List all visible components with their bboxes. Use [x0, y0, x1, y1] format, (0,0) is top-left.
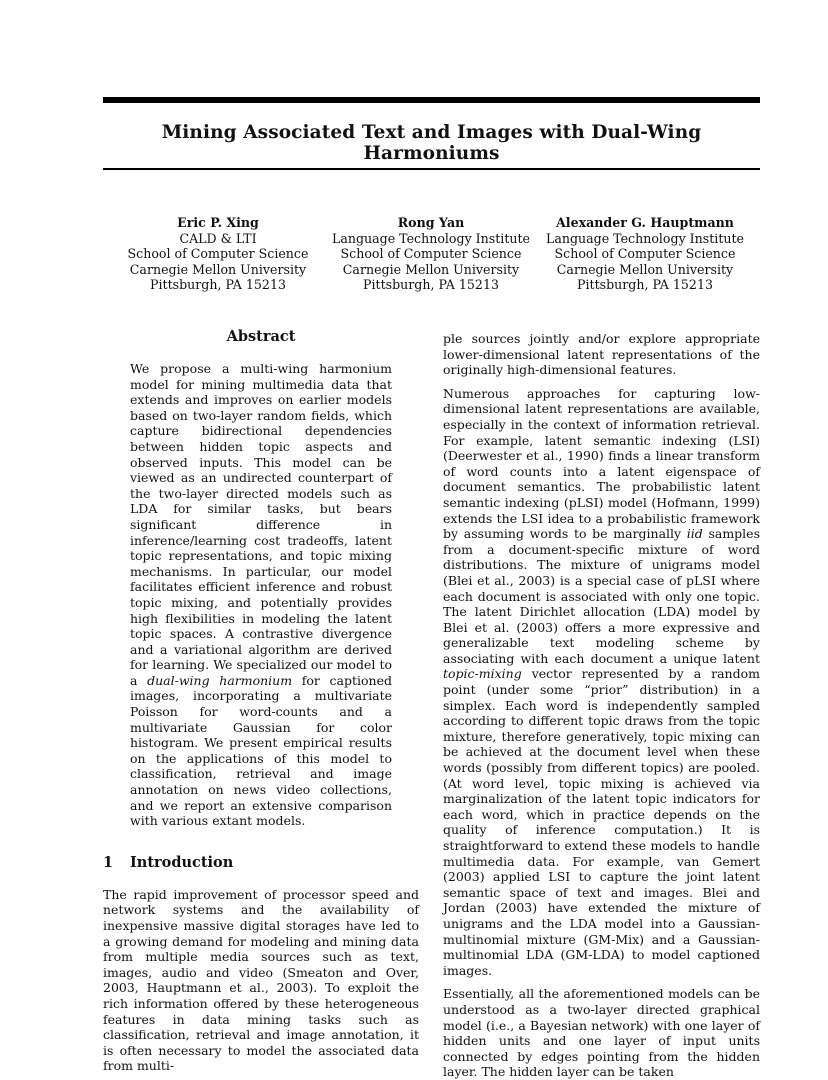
author-affiliation: CALD & LTI: [179, 230, 257, 246]
author-affiliation: Language Technology Institute: [545, 230, 745, 246]
author-name: Eric P. Xing: [177, 215, 259, 230]
author-affiliation: Carnegie Mellon University: [129, 261, 307, 277]
section-title: Introduction: [130, 853, 234, 871]
section-number: 1: [103, 853, 114, 871]
emphasis-iid: iid: [686, 526, 703, 542]
emphasis-topic-mixing: topic-mixing: [443, 666, 522, 682]
author-block-3: [544, 215, 746, 293]
abstract-heading: Abstract: [226, 328, 296, 345]
author-block-2: [330, 215, 532, 293]
author-affiliation: Language Technology Institute: [331, 230, 531, 246]
author-affiliation: School of Computer Science: [554, 246, 736, 262]
author-address: Pittsburgh, PA 15213: [363, 277, 499, 293]
title-bottom-rule: [103, 168, 760, 170]
section-heading-introduction: [103, 854, 419, 871]
emphasis-dual-wing-harmonium: dual-wing harmonium: [147, 672, 293, 688]
intro-paragraph-3: Essentially, all the aforementioned models can be understood as a two-layer directed graphical model (i.e., a Bayesian network) with one layer of hidden units and one layer of input units connected by edges pointing from the hidden layer. The hidden layer can be taken: [443, 986, 760, 1080]
author-affiliation: School of Computer Science: [127, 246, 309, 262]
paper-title: Mining Associated Text and Images with Dual-Wing Harmoniums: [161, 122, 702, 164]
intro-paragraph-1-continued: ple sources jointly and/or explore appropriate lower-dimensional latent representations of the originally high-dimensional features.: [443, 331, 760, 378]
top-rule: [103, 97, 760, 103]
author-affiliation: Carnegie Mellon University: [342, 261, 520, 277]
intro-paragraph-2: Numerous approaches for capturing low-dimensional latent representations are available, especially in the context of information retrieval. For example, latent semantic indexing (LSI) (Deerwester et al., 1990) finds a linear transform of word counts into a latent eigenspace of document semantics. The probabilistic latent semantic indexing (pLSI) model (Hofmann, 1999) extends the LSI idea to a probabilistic framework by assuming words to be marginally iid samples from a document-specific mixture of word distributions. The mixture of unigrams model (Blei et al., 2003) is a special case of pLSI where each document is associated with only one topic. The latent Dirichlet allocation (LDA) model by Blei et al. (2003) offers a more expressive and generalizable text modeling scheme by associating with each document a unique latent topic-mixing vector represented by a random point (under some “prior” distribution) in a simplex. Each word is independently sampled according to different topic draws from the topic mixture, therefore generatively, topic mixing can be achieved at the document level when these words (possibly from different topics) are pooled. (At word level, topic mixing is achieved via marginalization of the latent topic indicators for each word, which in practice depends on the quality of inference computation.) It is straightforward to extend these models to handle multimedia data. For example, van Gemert (2003) applied LSI to capture the joint latent semantic space of text and images. Blei and Jordan (2003) have extended the mixture of unigrams and the LDA model into a Gaussian-multinomial mixture (GM-Mix) and a Gaussian-multinomial LDA (GM-LDA) to model captioned images.: [443, 385, 760, 978]
abstract-body: We propose a multi-wing harmonium model for mining multimedia data that extends and improves on earlier models based on two-layer random fields, which capture bidirectional dependencies between hidden topic aspects and observed inputs. This model can be viewed as an undirected counterpart of the two-layer directed models such as LDA for similar tasks, but bears significant difference in inference/learning cost tradeoffs, latent topic representations, and topic mixing mechanisms. In particular, our model facilitates efficient inference and robust topic mixing, and potentially provides high flexibilities in modeling the latent topic spaces. A contrastive divergence and a variational algorithm are derived for learning. We specialized our model to a dual-wing harmonium for captioned images, incorporating a multivariate Poisson for word-counts and a multivariate Gaussian for color histogram. We present empirical results on the applications of this model to classification, retrieval and image annotation on news video collections, and we report an extensive comparison with various extant models.: [130, 361, 392, 829]
author-block-1: [118, 215, 318, 293]
left-column: [103, 328, 419, 1074]
author-address: Pittsburgh, PA 15213: [577, 277, 713, 293]
intro-paragraph-1: The rapid improvement of processor speed and network systems and the availability of inexpensive massive digital storages have led to a growing demand for modeling and mining data from multiple media sources such as text, images, audio and video (Smeaton and Over, 2003, Hauptmann et al., 2003). To exploit the rich information offered by these heterogeneous features in data mining tasks such as classification, retrieval and image annotation, it is often necessary to model the associated data from multi-: [103, 886, 419, 1074]
author-name: Alexander G. Hauptmann: [556, 215, 734, 230]
author-affiliation: Carnegie Mellon University: [556, 261, 734, 277]
author-address: Pittsburgh, PA 15213: [150, 277, 286, 293]
author-name: Rong Yan: [397, 215, 465, 230]
author-affiliation: School of Computer Science: [340, 246, 522, 262]
right-column: [443, 331, 760, 1080]
